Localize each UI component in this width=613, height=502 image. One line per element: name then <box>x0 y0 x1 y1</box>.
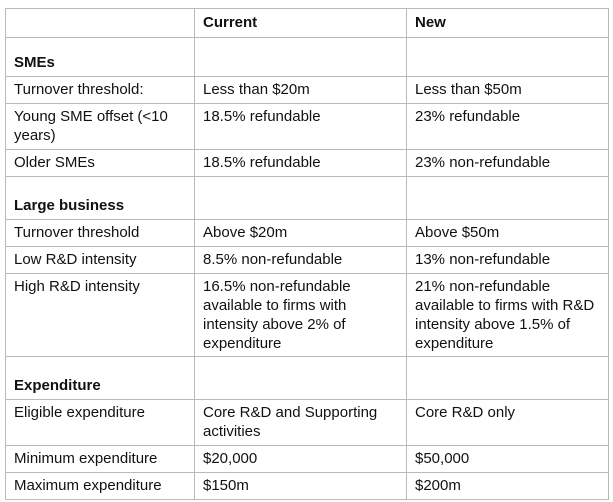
header-row <box>6 9 609 38</box>
row-label: Maximum expenditure <box>6 473 195 500</box>
table-row <box>6 220 609 247</box>
table-row <box>6 446 609 473</box>
row-new: 23% non-refundable <box>407 150 609 177</box>
row-new: Core R&D only <box>407 400 609 446</box>
table-row <box>6 247 609 274</box>
table-row <box>6 473 609 500</box>
section-empty-new <box>407 177 609 220</box>
row-current: 8.5% non-refundable <box>195 247 407 274</box>
section-row-expenditure <box>6 357 609 400</box>
row-label: Older SMEs <box>6 150 195 177</box>
row-new: $50,000 <box>407 446 609 473</box>
rd-tax-incentive-table <box>5 8 609 500</box>
row-new: Less than $50m <box>407 77 609 104</box>
section-title: SMEs <box>6 38 195 77</box>
header-cell-empty <box>6 9 195 38</box>
table-row <box>6 150 609 177</box>
row-new: Above $50m <box>407 220 609 247</box>
table-row <box>6 104 609 150</box>
row-label: High R&D intensity <box>6 274 195 357</box>
row-new: 23% refundable <box>407 104 609 150</box>
row-label: Minimum expenditure <box>6 446 195 473</box>
section-empty-current <box>195 357 407 400</box>
row-label: Eligible expenditure <box>6 400 195 446</box>
row-new: 21% non-refundable available to firms with R&D intensity above 1.5% of expenditure <box>407 274 609 357</box>
row-current: $150m <box>195 473 407 500</box>
table-row <box>6 274 609 357</box>
section-row-smes <box>6 38 609 77</box>
section-row-large-business <box>6 177 609 220</box>
row-current: $20,000 <box>195 446 407 473</box>
row-current: Core R&D and Supporting activities <box>195 400 407 446</box>
header-current: Current <box>195 9 407 38</box>
row-current: Less than $20m <box>195 77 407 104</box>
row-label: Young SME offset (<10 years) <box>6 104 195 150</box>
row-current: 18.5% refundable <box>195 150 407 177</box>
row-label: Turnover threshold <box>6 220 195 247</box>
section-empty-current <box>195 38 407 77</box>
row-label: Low R&D intensity <box>6 247 195 274</box>
row-current: 16.5% non-refundable available to firms with intensity above 2% of expenditure <box>195 274 407 357</box>
row-new: 13% non-refundable <box>407 247 609 274</box>
section-empty-new <box>407 38 609 77</box>
section-title: Expenditure <box>6 357 195 400</box>
table-row <box>6 77 609 104</box>
row-current: Above $20m <box>195 220 407 247</box>
table-row <box>6 400 609 446</box>
row-label: Turnover threshold: <box>6 77 195 104</box>
section-title: Large business <box>6 177 195 220</box>
row-current: 18.5% refundable <box>195 104 407 150</box>
section-empty-new <box>407 357 609 400</box>
header-new: New <box>407 9 609 38</box>
section-empty-current <box>195 177 407 220</box>
row-new: $200m <box>407 473 609 500</box>
